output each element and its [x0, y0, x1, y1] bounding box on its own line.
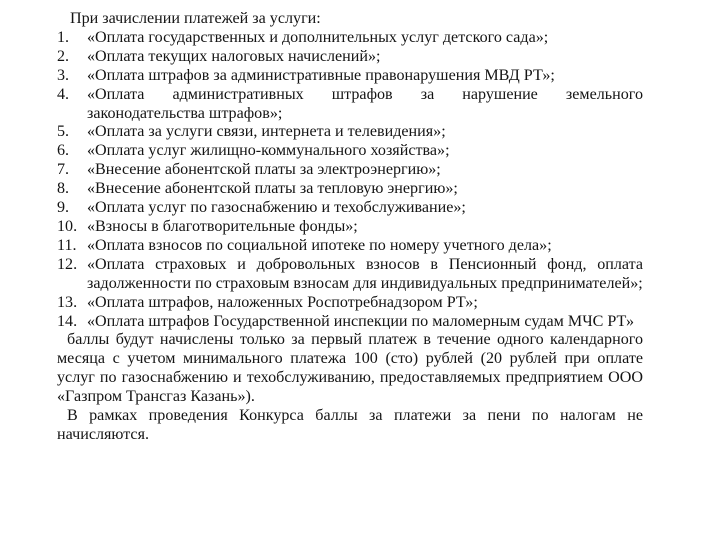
list-item-number: 13.	[57, 293, 78, 311]
list-item	[57, 313, 643, 332]
points-paragraph: баллы будут начислены только за первый платеж в течение одного календарного месяца с учетом минимального платежа 100 (сто) рублей (20 рублей при оплате услуг по газоснабжению и техобслуживанию, предоставляемых предприятием ООО «Газпром Трансгаз Казань»).	[57, 331, 643, 406]
list-item-number: 4.	[57, 85, 70, 103]
document-page	[57, 10, 643, 445]
list-item	[57, 218, 643, 237]
list-item-text: «Внесение абонентской платы за тепловую энергию»;	[87, 180, 458, 198]
list-item	[57, 29, 643, 48]
list-item	[57, 67, 643, 86]
list-item	[57, 237, 643, 256]
list-item-text: «Оплата услуг по газоснабжению и техобслуживание»;	[87, 199, 466, 217]
list-item-text: «Оплата государственных и дополнительных услуг детского сада»;	[87, 28, 549, 46]
list-item-number: 6.	[57, 142, 70, 160]
list-item	[57, 294, 643, 313]
list-item-text: «Оплата текущих налоговых начислений»;	[87, 47, 381, 65]
list-item-text: «Внесение абонентской платы за электроэнергию»;	[87, 161, 441, 179]
list-item-number: 11.	[57, 236, 77, 254]
list-item-text: «Оплата страховых и добровольных взносов в Пенсионный фонд, оплата задолженности по страховым взносам для индивидуальных предпринимателей»;	[87, 255, 643, 292]
list-item-text: «Оплата штрафов, наложенных Роспотребнадзором РТ»;	[87, 293, 478, 311]
list-item-number: 8.	[57, 180, 70, 198]
list-item	[57, 199, 643, 218]
list-item	[57, 86, 643, 124]
list-item-text: «Взносы в благотворительные фонды»;	[87, 217, 358, 235]
list-item-number: 10.	[57, 217, 78, 235]
exclusion-paragraph: В рамках проведения Конкурса баллы за платежи за пени по налогам не начисляются.	[57, 407, 643, 443]
list-item-text: «Оплата штрафов Государственной инспекции по маломерным судам МЧС РТ»	[87, 312, 635, 330]
list-item-text: «Оплата административных штрафов за нарушение земельного законодательства штрафов»;	[87, 85, 643, 122]
list-item-number: 5.	[57, 123, 70, 141]
list-item-text: «Оплата штрафов за административные правонарушения МВД РТ»;	[87, 66, 555, 84]
intro-line: При зачислении платежей за услуги:	[70, 10, 321, 27]
list-item-number: 14.	[57, 312, 78, 330]
list-item-number: 12.	[57, 255, 78, 273]
list-item-number: 9.	[57, 199, 70, 217]
list-item-number: 7.	[57, 161, 70, 179]
list-item-text: «Оплата услуг жилищно-коммунального хозяйства»;	[87, 142, 450, 160]
list-item	[57, 161, 643, 180]
list-item-number: 3.	[57, 66, 70, 84]
list-item	[57, 123, 643, 142]
list-item	[57, 180, 643, 199]
list-item-number: 2.	[57, 47, 70, 65]
list-item-text: «Оплата за услуги связи, интернета и телевидения»;	[87, 123, 446, 141]
list-item	[57, 48, 643, 67]
list-item-number: 1.	[57, 28, 70, 46]
list-item	[57, 256, 643, 294]
payment-list	[57, 29, 643, 332]
list-item	[57, 142, 643, 161]
list-item-text: «Оплата взносов по социальной ипотеке по номеру учетного дела»;	[87, 236, 552, 254]
